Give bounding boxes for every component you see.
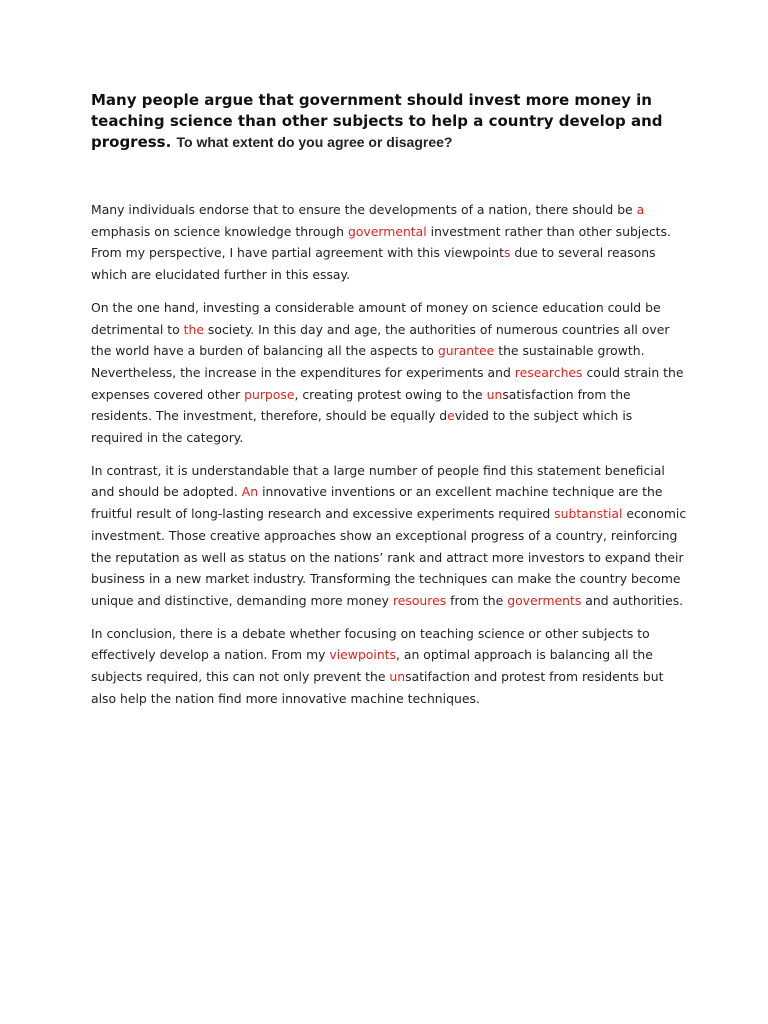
highlighted-correction: researches bbox=[514, 364, 583, 380]
paragraph-text: economic investment. Those creative approaches show an exceptional progress of a country, reinforcing the reputation as well as status on the nations’ rank and attract more investors to expand their business in a new market industry. Transforming the techniques can make the country become unique and distinctive, demanding more money bbox=[91, 506, 687, 608]
essay-body bbox=[91, 199, 687, 709]
paragraph-text: , creating protest owing to the bbox=[294, 386, 487, 402]
paragraph-text: from the bbox=[446, 592, 508, 608]
paragraph-text: In conclusion, there is a debate whether focusing on teaching science or other subjects to effectively develop a nation. From my bbox=[91, 625, 650, 663]
paragraph-text: On the one hand, investing a considerable amount of money on science education could be detrimental to bbox=[91, 299, 661, 337]
highlighted-correction: un bbox=[389, 669, 406, 685]
highlighted-correction: viewpoints bbox=[329, 647, 396, 663]
paragraph-text: could strain the expenses covered other bbox=[91, 364, 684, 402]
paragraph-text: innovative inventions or an excellent machine technique are the fruitful result of long-lasting research and excessive experiments required bbox=[91, 484, 663, 522]
highlighted-correction: subtanstial bbox=[554, 506, 623, 522]
paragraph-text: and authorities. bbox=[581, 592, 684, 608]
paragraph-text: society. In this day and age, the authorities of numerous countries all over the world have a burden of balancing all the aspects to bbox=[91, 321, 670, 359]
highlighted-correction: purpose bbox=[244, 386, 295, 402]
paragraph-text: investment rather than other subjects. From my perspective, I have partial agreement with this viewpoint bbox=[91, 223, 671, 261]
highlighted-correction: s bbox=[504, 245, 511, 261]
highlighted-correction: gurantee bbox=[437, 343, 495, 359]
paragraph-text: In contrast, it is understandable that a large number of people find this statement beneficial and should be adopted. bbox=[91, 462, 665, 500]
essay-paragraph-conclusion bbox=[91, 623, 687, 710]
essay-paragraph-intro bbox=[91, 199, 687, 286]
paragraph-text: satisfaction from the residents. The investment, therefore, should be equally d bbox=[91, 386, 631, 424]
paragraph-text: emphasis on science knowledge through bbox=[91, 223, 348, 239]
paragraph-text: , an optimal approach is balancing all the subjects required, this can not only prevent the bbox=[91, 647, 653, 685]
essay-prompt-main: Many people argue that government should invest more money in teaching science than other subjects to help a country develop and progress. bbox=[91, 91, 663, 151]
highlighted-correction: goverments bbox=[507, 592, 582, 608]
highlighted-correction: un bbox=[486, 386, 503, 402]
highlighted-correction: a bbox=[636, 202, 645, 217]
highlighted-correction: govermental bbox=[347, 223, 427, 239]
highlighted-correction: An bbox=[241, 484, 259, 500]
highlighted-correction: the bbox=[183, 321, 204, 337]
essay-prompt-title bbox=[91, 90, 687, 153]
paragraph-text: vided to the subject which is required in the category. bbox=[91, 408, 633, 446]
highlighted-correction: resoures bbox=[392, 592, 447, 608]
essay-prompt-question: To what extent do you agree or disagree? bbox=[176, 134, 453, 150]
paragraph-text: the sustainable growth. Nevertheless, the increase in the expenditures for experiments and bbox=[91, 343, 645, 380]
document-page bbox=[91, 90, 687, 720]
paragraph-text: Many individuals endorse that to ensure the developments of a nation, there should be bbox=[91, 202, 637, 217]
essay-paragraph-body-2 bbox=[91, 460, 687, 612]
paragraph-text: satifaction and protest from residents but also help the nation find more innovative machine techniques. bbox=[91, 669, 664, 706]
paragraph-text: due to several reasons which are elucidated further in this essay. bbox=[91, 245, 656, 283]
highlighted-correction: e bbox=[447, 408, 455, 424]
essay-paragraph-body-1 bbox=[91, 297, 687, 449]
